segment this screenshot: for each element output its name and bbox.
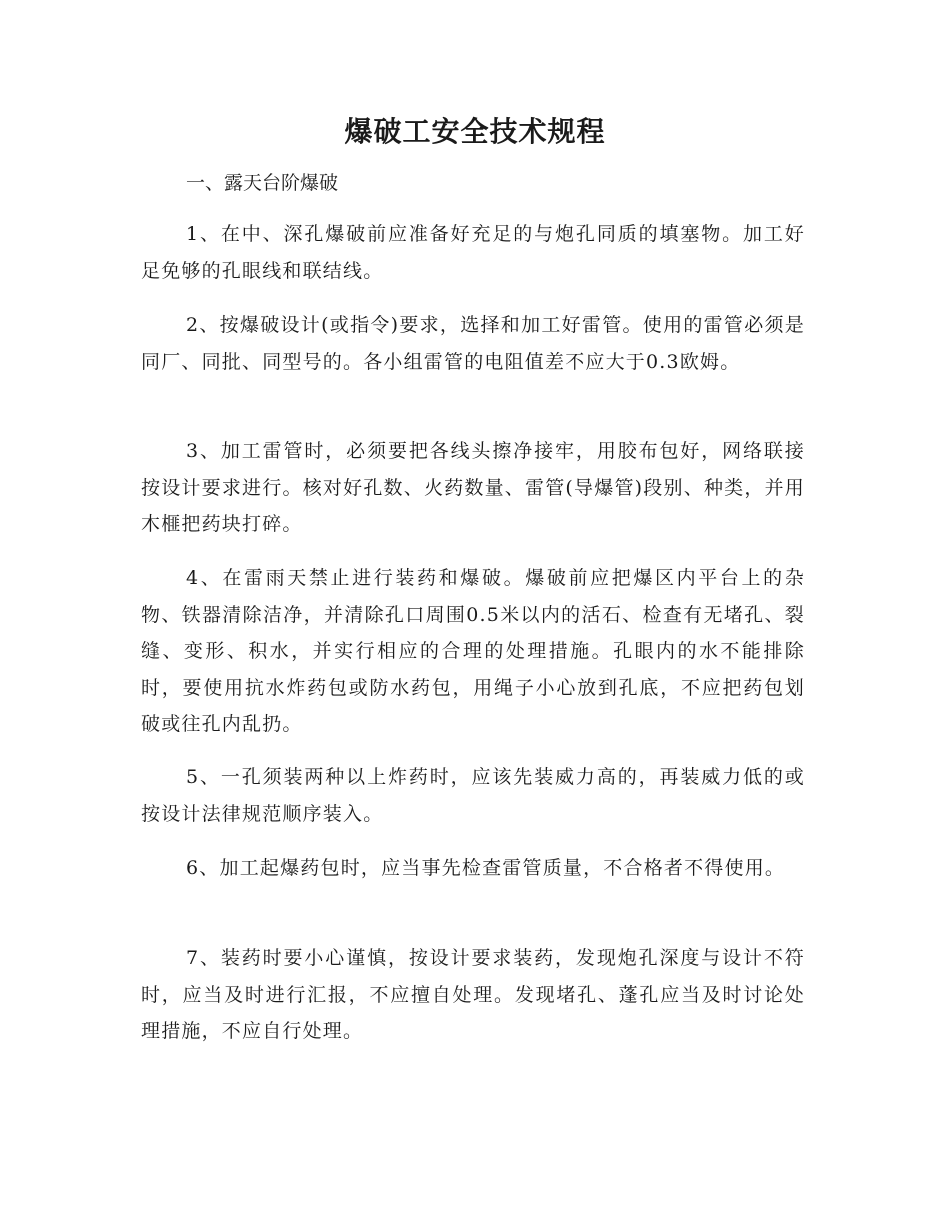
paragraph-4: 4、在雷雨天禁止进行装药和爆破。爆破前应把爆区内平台上的杂物、铁器清除洁净，并清除孔口周围0.5米以内的活石、检查有无堵孔、裂缝、变形、积水，并实行相应的合理的处理措施。孔眼内的水不能排除时，要使用抗水炸药包或防水药包，用绳子小心放到孔底，不应把药包划破或往孔内乱扔。 [141,567,805,735]
document-title: 爆破工安全技术规程 [344,115,606,148]
section-heading: 一、露天台阶爆破 [186,172,339,194]
paragraph-6: 6、加工起爆药包时，应当事先检查雷管质量，不合格者不得使用。 [186,857,786,879]
paragraph-1: 1、在中、深孔爆破前应准备好充足的与炮孔同质的填塞物。加工好足免够的孔眼线和联结线。 [141,223,805,282]
paragraph-7: 7、装药时要小心谨慎，按设计要求装药，发现炮孔深度与设计不符时，应当及时进行汇报，不应擅自处理。发现堵孔、蓬孔应当及时讨论处理措施，不应自行处理。 [141,947,805,1042]
paragraph-3: 3、加工雷管时，必须要把各线头擦净接牢，用胶布包好，网络联接按设计要求进行。核对好孔数、火药数量、雷管(导爆管)段别、种类，并用木榧把药块打碎。 [141,440,805,535]
paragraph-5: 5、一孔须装两种以上炸药时，应该先装威力高的，再装威力低的或按设计法律规范顺序装入。 [141,766,805,825]
paragraph-2: 2、按爆破设计(或指令)要求，选择和加工好雷管。使用的雷管必须是同厂、同批、同型号的。各小组雷管的电阻值差不应大于0.3欧姆。 [141,314,805,373]
